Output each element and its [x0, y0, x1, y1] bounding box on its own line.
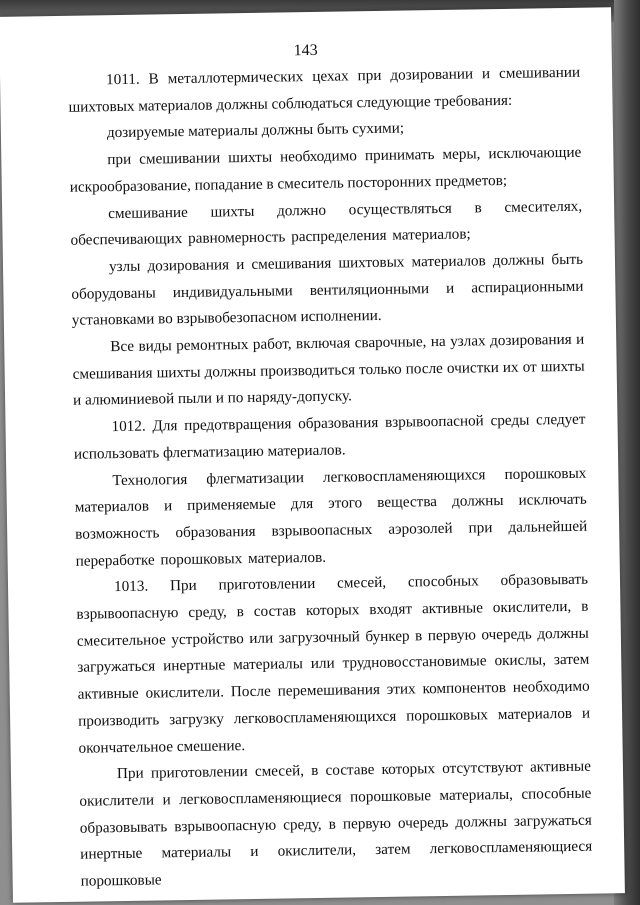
paragraph-ventilation: узлы дозирования и смешивания шихтовых материалов должны быть оборудованы индивидуальными вентиляционными и аспирационными установками во взрывобезопасном исполнении. — [71, 250, 584, 330]
paragraph-1012: 1012. Для предотвращения образования взрывоопасной среды следует использовать флегматизацию материалов. — [73, 410, 586, 463]
paragraph-1013: 1013. При приготовлении смесей, способных образовывать взрывоопасную среду, в состав которых входят активные окислители, в смесительное устройство или загрузочный бункер в первую очередь должны загружаться инертные материалы или трудновосстановимые окислы, затем активные окислители. После перемешивания этих компонентов необходимо производить загрузку легковоспламеняющихся порошковых материалов и окончательное смешение. — [76, 571, 591, 757]
paragraph-mixers: смешивание шихты должно осуществляться в смесителях, обеспечивающих равномерность распределения материалов; — [70, 197, 583, 249]
paragraph-dry-materials: дозируемые материалы должны быть сухими; — [106, 119, 405, 142]
paragraph-no-oxidizers: При приготовлении смесей, в составе которых отсутствуют активные окислители и легковоспламеняющиеся порошковые материалы, способные образовывать взрывоопасную среду, в первую очередь должны загружаться инертные материалы и окислители, затем легковоспламеняющиеся порошковые — [79, 757, 593, 890]
paragraph-1011: 1011. В металлотермических цехах при дозировании и смешивании шихтовых материалов должны соблюдаться следующие требования: — [68, 63, 581, 116]
paragraph-phlegmatization: Технология флегматизации легковоспламеняющихся порошковых материалов и применяемые для этого вещества должны исключать возможность образования взрывоопасных аэрозолей при дальнейшей переработке порошковых материалов. — [74, 464, 588, 570]
document-page — [0, 7, 625, 903]
paragraph-repair-works: Все виды ремонтных работ, включая сварочные, на узлах дозирования и смешивания шихты должны производиться только после очистки их от шихты и алюминиевой пыли и по наряду-допуску. — [72, 330, 585, 410]
document-text-body — [68, 60, 593, 896]
page-number: 143 — [293, 41, 318, 60]
paragraph-spark-prevention: при смешивании шихты необходимо принимать меры, исключающие искрообразование, попадание в смеситель посторонних предметов; — [69, 143, 582, 196]
